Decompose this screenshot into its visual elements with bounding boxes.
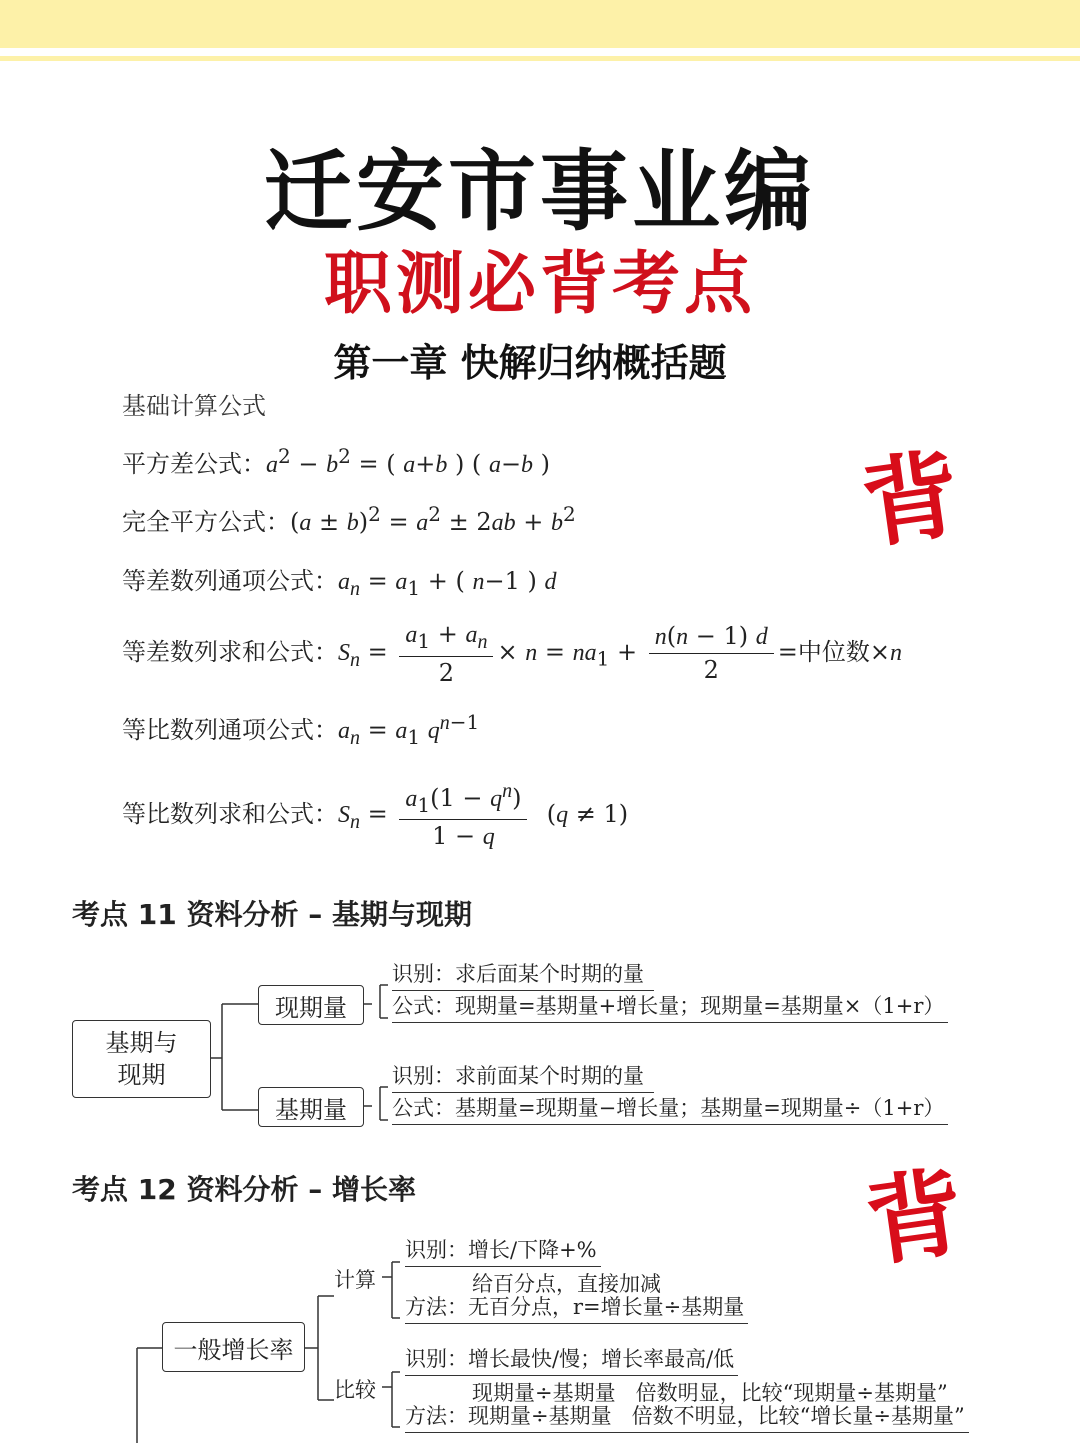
kp11-heading: 考点 11 资料分析 – 基期与现期 xyxy=(72,898,472,931)
kp12-calc-label: 计算 xyxy=(334,1268,376,1292)
chapter-title: 第一章 快解归纳概括题 xyxy=(333,341,727,385)
formula-geometric-term: 等比数列通项公式：$a_n = a_1$ $q^{n-1}$ xyxy=(122,710,480,749)
page-subtitle: 职测必背考点 xyxy=(323,244,756,324)
kp12-compare-identify: 识别：增长最快/慢；增长率最高/低 xyxy=(405,1343,738,1376)
page-title: 迁安市事业编 xyxy=(263,139,816,243)
kp12-compare-method-2: 方法：现期量÷基期量 倍数不明显，比较“增长量÷基期量” xyxy=(405,1400,969,1433)
formula-square-difference: 平方差公式：$a^2 - b^2$ = ( a+b ) ( a−b ) xyxy=(122,444,551,478)
kp11-root-box: 基期与 现期 xyxy=(72,1020,211,1098)
memorize-stamp-1: 背 xyxy=(855,436,967,563)
kp12-compare-label: 比较 xyxy=(334,1378,376,1402)
formula-arithmetic-sum: 等差数列求和公式：$S_n$ = $\frac{a_1 + a_n}{2}$ × $n = na_1$ + $\frac{n(n - 1) d}{2}$ =中位数×n xyxy=(122,620,902,687)
kp11-base-identify: 识别：求前面某个时期的量 xyxy=(392,1060,654,1093)
kp11-current-identify: 识别：求后面某个时期的量 xyxy=(392,958,654,991)
kp11-base-box: 基期量 xyxy=(258,1087,364,1127)
formula-perfect-square: 完全平方公式：$(a \pm b)^2 = a^2 \pm 2ab + b^2$ xyxy=(122,502,576,536)
kp12-calc-method: 方法：无百分点，r=增长量÷基期量 xyxy=(405,1291,748,1324)
formula-geometric-sum: 等比数列求和公式：$S_n$ = $\frac{a_1(1 - q^n)}{1 - q}$ (q ≠ 1) xyxy=(122,780,629,850)
memorize-stamp-2: 背 xyxy=(859,1154,971,1281)
kp12-calc-method-1: 给百分点，直接加减 xyxy=(472,1272,661,1296)
section-heading: 基础计算公式 xyxy=(122,392,266,420)
kp12-compare-method-1: 现期量÷基期量 倍数明显，比较“现期量÷基期量” xyxy=(472,1381,948,1405)
kp12-heading: 考点 12 资料分析 – 增长率 xyxy=(72,1173,416,1206)
kp12-root-box: 一般增长率 xyxy=(162,1322,305,1372)
kp12-calc-identify: 识别：增长/下降+% xyxy=(405,1234,601,1267)
kp11-current-box: 现期量 xyxy=(258,985,364,1025)
formula-arithmetic-term: 等差数列通项公式：$a_n = a_1$ + ( n−1 ) d xyxy=(122,567,557,600)
kp11-current-formula: 公式：现期量=基期量+增长量；现期量=基期量×（1+r） xyxy=(392,990,948,1023)
kp11-base-formula: 公式：基期量=现期量−增长量；基期量=现期量÷（1+r） xyxy=(392,1092,948,1125)
